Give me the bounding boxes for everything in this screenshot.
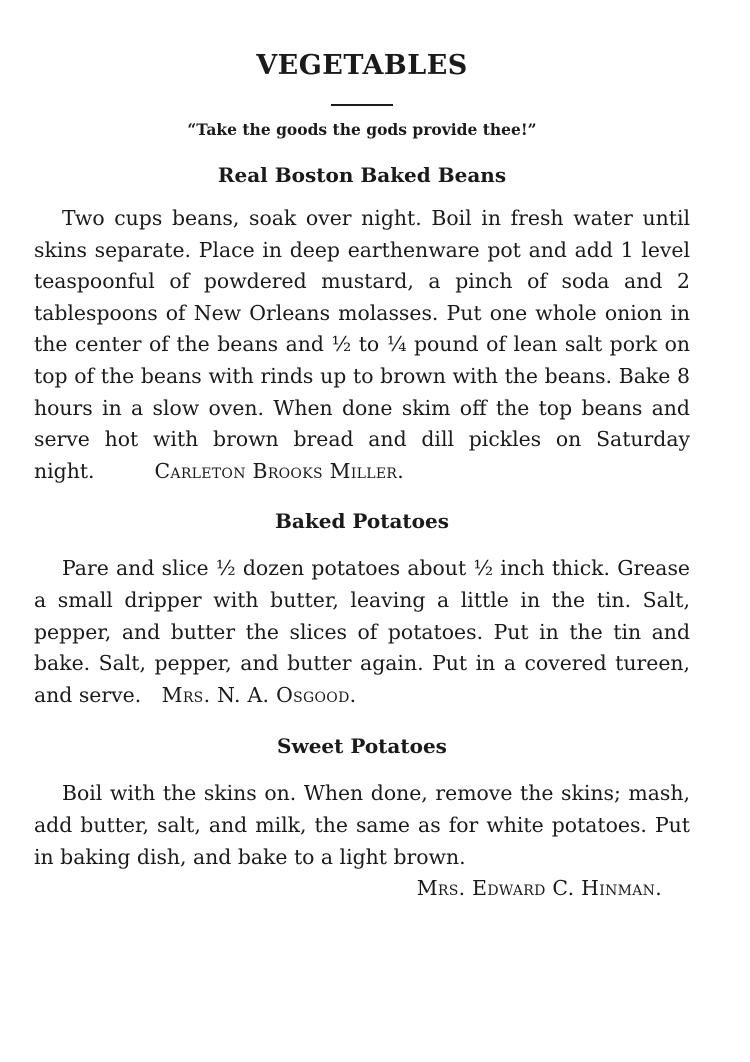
recipe-author: Mrs. Edward C. Hinman. xyxy=(416,876,662,901)
title-divider xyxy=(331,104,393,106)
recipe-text: Boil with the skins on. When done, remove the skins; mash, add butter, salt, and milk, the same as for white potatoes. Put in baking dish, and bake to a light brown. xyxy=(34,781,690,869)
recipe-author: Carleton Brooks Miller. xyxy=(154,458,404,483)
recipe-text: Two cups beans, soak over night. Boil in fresh water until skins separate. Place in deep earthenware pot and add 1 level teaspoonful of powdered mustard, a pinch of soda and 2 tablespoons of New Orleans molasses. Put one whole onion in the center of the beans and ½ to ¼ pound of lean salt pork on top of the beans with rinds up to brown with the beans. Bake 8 hours in a slow oven. When done skim off the top beans and serve hot with brown bread and dill pickles on Saturday night. xyxy=(34,206,690,483)
cookbook-page xyxy=(34,46,690,905)
recipe-body-boston-baked-beans xyxy=(34,203,690,487)
recipe-text: Pare and slice ½ dozen potatoes about ½ inch thick. Grease a small dripper with butter, leaving a little in the tin. Salt, pepper, and butter the slices of potatoes. Put in the tin and bake. Salt, pepper, and butter again. Put in a covered tureen, and serve. xyxy=(34,556,690,707)
recipe-title-boston-baked-beans: Real Boston Baked Beans xyxy=(217,163,507,187)
chapter-title: VEGETABLES xyxy=(256,50,468,81)
recipe-body-baked-potatoes xyxy=(34,553,690,711)
recipe-body-sweet-potatoes xyxy=(34,778,690,904)
recipe-title-baked-potatoes: Baked Potatoes xyxy=(275,509,449,534)
recipe-title-sweet-potatoes: Sweet Potatoes xyxy=(277,734,447,759)
recipe-author: Mrs. N. A. Osgood. xyxy=(161,682,357,707)
chapter-epigraph: “Take the goods the gods provide thee!” xyxy=(187,120,537,139)
